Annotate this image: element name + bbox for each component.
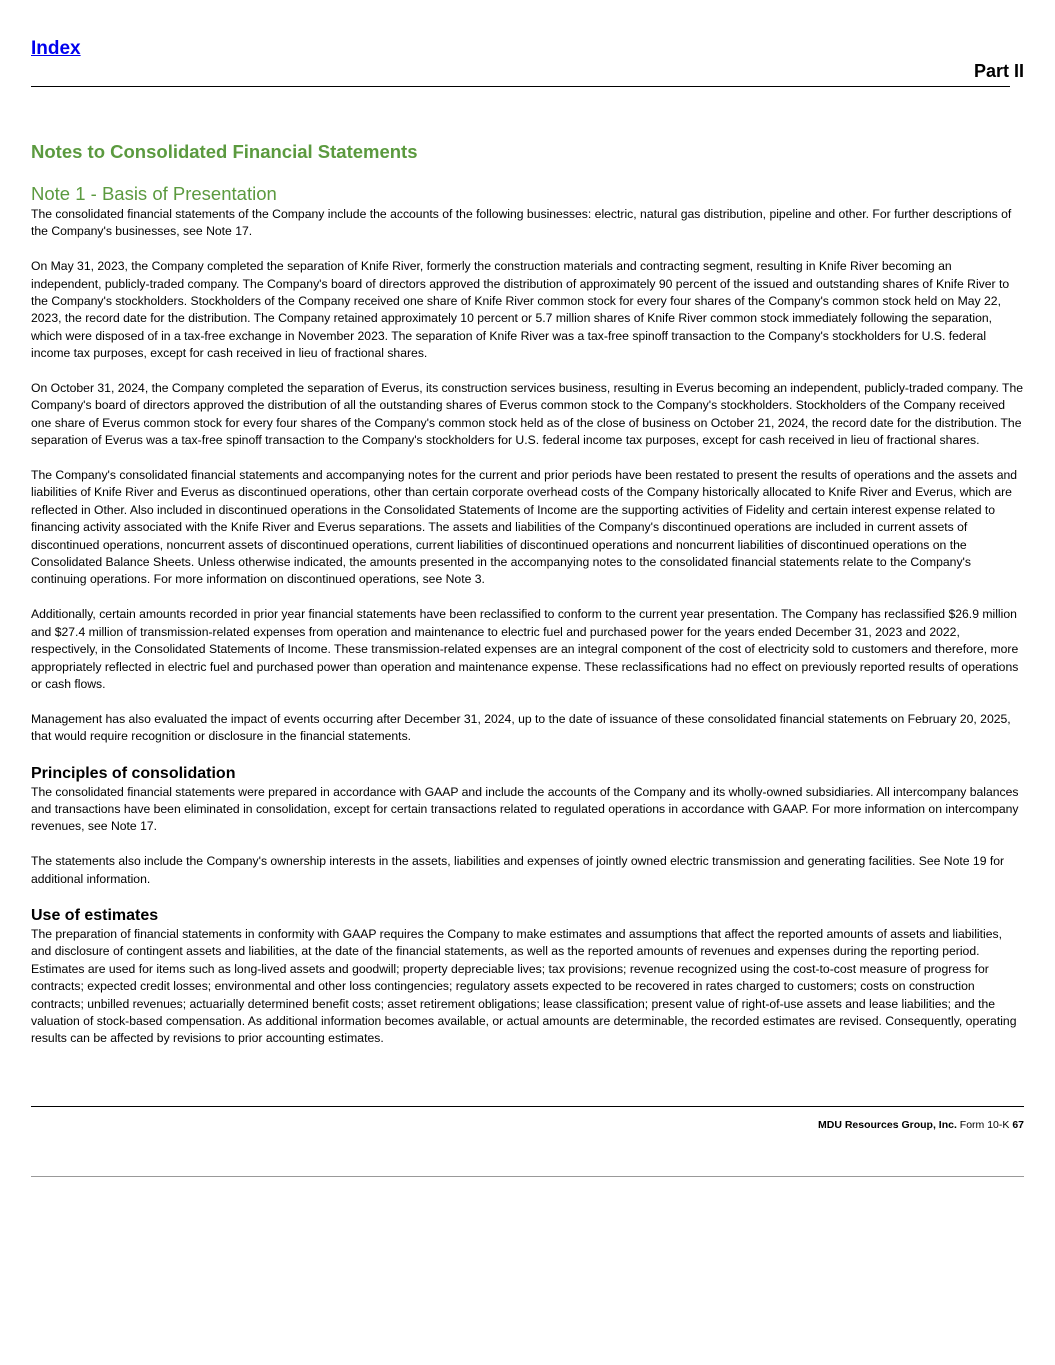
paragraph: On May 31, 2023, the Company completed the separation of Knife River, formerly the construction materials and contracting segment, resulting in Knife River becoming an independent, publicly-traded company. The Company's board of directors approved the distribution of approximately 90 percent of the issued and outstanding shares of Knife River to the Company's stockholders. Stockholders of the Company received one share of Knife River common stock for every four shares of the Company's common stock held on May 22, 2023, the record date for the distribution. The Company retained approximately 10 percent or 5.7 million shares of Knife River common stock immediately following the separation, which were disposed of in a tax-free exchange in November 2023. The separation of Knife River was a tax-free spinoff transaction to the Company's stockholders for U.S. federal income tax purposes, except for cash received in lieu of fractional shares.	[31, 259, 1010, 361]
index-link[interactable]: Index	[31, 38, 81, 59]
paragraph: The preparation of financial statements in conformity with GAAP requires the Company to make estimates and assumptions that affect the reported amounts of assets and liabilities, and disclosure of contingent assets and liabilities, at the date of the financial statements, as well as the reported amounts of revenues and expenses during the reporting period. Estimates are used for items such as long-lived assets and goodwill; property depreciable lives; tax provisions; revenue recognized using the cost-to-cost measure of progress for contracts; expected credit losses; environmental and other loss contingencies; regulatory assets expected to be recovered in rates charged to customers; costs on construction contracts; unbilled revenues; actuarially determined benefit costs; asset retirement obligations; lease classification; present value of right-of-use assets and lease liabilities; and the valuation of stock-based compensation. As additional information becomes available, or actual amounts are determinable, the recorded estimates are revised. Consequently, operating results can be affected by revisions to prior accounting estimates.	[31, 926, 1017, 1046]
header-divider	[31, 86, 1010, 87]
footer-company: MDU Resources Group, Inc.	[818, 1119, 957, 1131]
footer-divider	[31, 1106, 1024, 1107]
estimates-heading: Use of estimates	[31, 906, 159, 924]
page-footer	[818, 1119, 1024, 1131]
page-end-divider	[31, 1176, 1024, 1177]
principles-heading: Principles of consolidation	[31, 764, 236, 782]
paragraph: The consolidated financial statements of the Company include the accounts of the following businesses: electric, natural gas distribution, pipeline and other. For further descriptions of the Company's businesses, see Note 17.	[31, 207, 1012, 239]
paragraph: The Company's consolidated financial statements and accompanying notes for the current and prior periods have been restated to present the results of operations and the assets and liabilities of Knife River and Everus as discontinued operations, other than certain corporate overhead costs of the Company historically allocated to Knife River and Everus, which are reflected in Other. Also included in discontinued operations in the Consolidated Statements of Income are the supporting activities of Fidelity and certain interest expense related to financing activity associated with the Knife River and Everus separations. The assets and liabilities of the Company's discontinued operations are included in current assets of discontinued operations, noncurrent assets of discontinued operations, current liabilities of discontinued operations and noncurrent liabilities of discontinued operations on the Consolidated Balance Sheets. Unless otherwise indicated, the amounts presented in the accompanying notes to the consolidated financial statements relate to the Company's continuing operations. For more information on discontinued operations, see Note 3.	[31, 468, 1018, 587]
page-number: 67	[1012, 1119, 1024, 1131]
part-label: Part II	[973, 61, 1024, 81]
paragraph: Management has also evaluated the impact of events occurring after December 31, 2024, up to the date of issuance of these consolidated financial statements on February 20, 2025, that would require recognition or disclosure in the financial statements.	[31, 711, 1011, 744]
note-title: Note 1 - Basis of Presentation	[31, 183, 277, 204]
paragraph: Additionally, certain amounts recorded in prior year financial statements have been reclassified to conform to the current year presentation. The Company has reclassified $26.9 million and $27.4 million of transmission-related expenses from operation and maintenance to electric fuel and purchased power for the years ended December 31, 2023 and 2022, respectively, in the Consolidated Statements of Income. These transmission-related expenses are an integral component of the cost of electricity sold to customers and therefore, more appropriately reflected in electric fuel and purchased power than operation and maintenance expense. These reclassifications had no effect on previously reported results of operations or cash flows.	[31, 607, 1019, 691]
paragraph: The consolidated financial statements were prepared in accordance with GAAP and include the accounts of the Company and its wholly-owned subsidiaries. All intercompany balances and transactions have been eliminated in consolidation, except for certain transactions related to regulated operations in accordance with GAAP. For more information on intercompany revenues, see Note 17.	[31, 784, 1019, 834]
section-title: Notes to Consolidated Financial Statements	[31, 141, 418, 162]
main-content	[31, 140, 1024, 1048]
paragraph: The statements also include the Company's ownership interests in the assets, liabilities and expenses of jointly owned electric transmission and generating facilities. See Note 19 for additional information.	[31, 854, 1005, 886]
paragraph: On October 31, 2024, the Company completed the separation of Everus, its construction services business, resulting in Everus becoming an independent, publicly-traded company. The Company's board of directors approved the distribution of all the outstanding shares of Everus common stock to the Company's stockholders. Stockholders of the Company received one share of Everus common stock for every four shares of the Company's common stock held as of the close of business on October 21, 2024, the record date for the distribution. The separation of Everus was a tax-free spinoff transaction to the Company's stockholders for U.S. federal income tax purposes, except for cash received in lieu of fractional shares.	[31, 381, 1024, 448]
footer-form: Form 10-K	[959, 1119, 1010, 1131]
